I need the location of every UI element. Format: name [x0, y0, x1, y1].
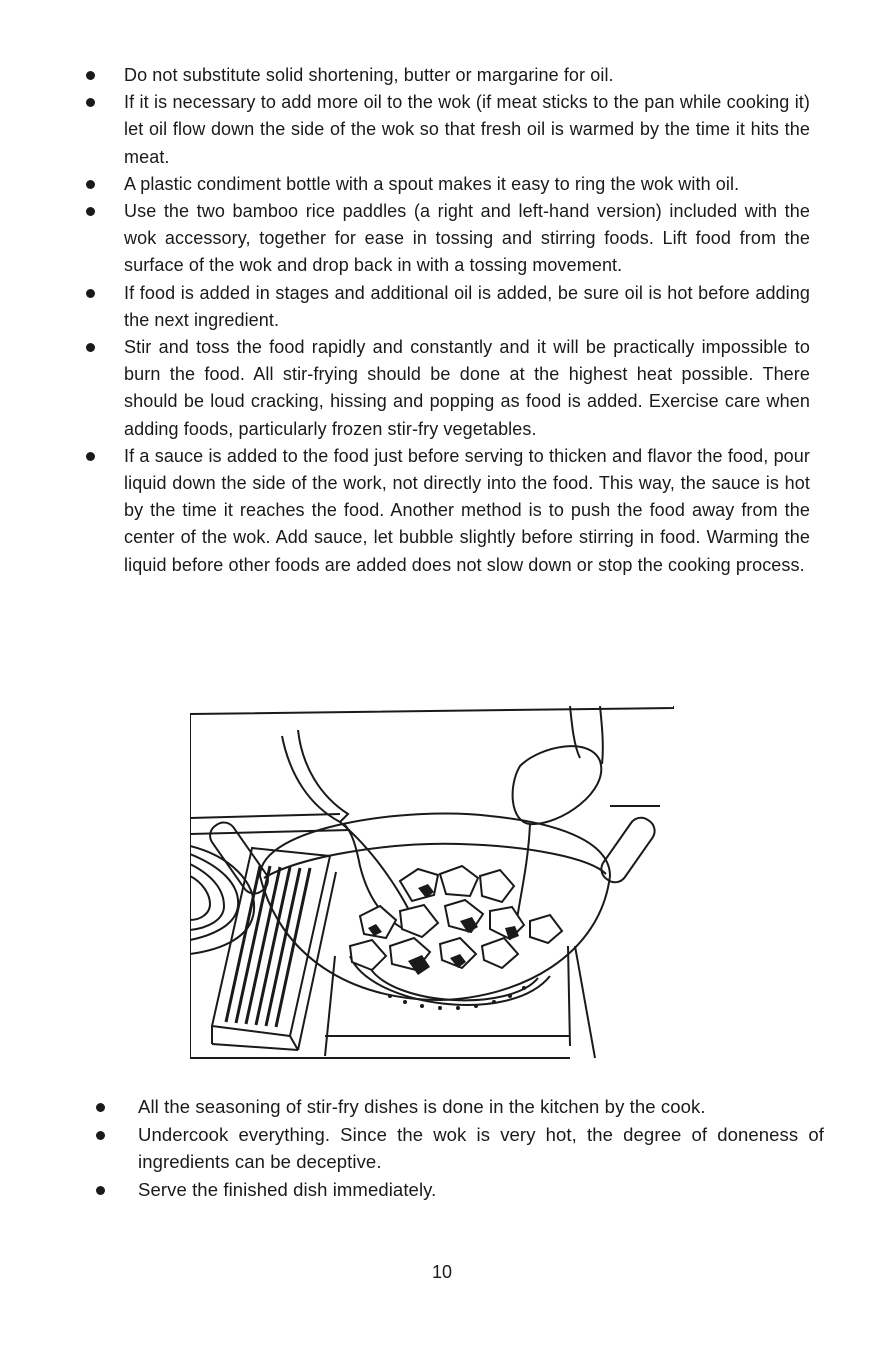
tip-text: Undercook everything. Since the wok is very hot, the degree of doneness of ingredients can be deceptive.: [138, 1123, 824, 1172]
bullet-icon: [96, 1103, 105, 1112]
tip-text: Stir and toss the food rapidly and constantly and it will be practically impossible to burn the food. All stir-frying should be done at the highest heat possible. There should be loud cracking, hissing and popping as food is added. Exercise care when adding foods, particularly frozen stir-fry vegetables.: [124, 337, 810, 439]
list-item: [86, 280, 810, 334]
bullet-icon: [86, 452, 95, 461]
list-item: [86, 62, 810, 89]
tips-list-bottom: [96, 1093, 824, 1203]
bullet-icon: [96, 1131, 105, 1140]
list-item: [96, 1176, 824, 1204]
tip-text: If a sauce is added to the food just before serving to thicken and flavor the food, pour liquid down the side of the work, not directly into the food. This way, the sauce is hot by the time it reaches the food. Another method is to push the food away from the center of the wok. Add sauce, let bubble slightly before stirring in food. Warming the liquid before other foods are added does not slow down or stop the cooking process.: [124, 445, 810, 575]
list-item: [96, 1121, 824, 1176]
tip-text: Use the two bamboo rice paddles (a right and left-hand version) included with the wok accessory, together for ease in tossing and stirring foods. Lift food from the surface of the wok and drop back in with a tossing movement.: [124, 201, 810, 276]
tip-text: All the seasoning of stir-fry dishes is done in the kitchen by the cook.: [138, 1096, 706, 1117]
tip-text: If food is added in stages and additional oil is added, be sure oil is hot before adding the next ingredient.: [124, 282, 810, 330]
bullet-icon: [86, 98, 95, 107]
bullet-icon: [96, 1186, 105, 1195]
list-item: [96, 1093, 824, 1121]
bullet-icon: [86, 71, 95, 80]
tip-text: Serve the finished dish immediately.: [138, 1178, 437, 1200]
list-item: [86, 89, 810, 171]
list-item: [86, 198, 810, 280]
list-item: [86, 171, 810, 198]
bullet-icon: [86, 289, 95, 298]
list-item: [86, 443, 810, 579]
bullet-icon: [86, 343, 95, 352]
tip-text: Do not substitute solid shortening, butter or margarine for oil.: [124, 65, 614, 85]
wok-stir-fry-illustration: [190, 706, 674, 1060]
tips-list-top: [86, 62, 810, 579]
bullet-icon: [86, 180, 95, 189]
page-number: 10: [431, 1262, 453, 1282]
list-item: [86, 334, 810, 443]
bullet-icon: [86, 207, 95, 216]
tip-text: A plastic condiment bottle with a spout makes it easy to ring the wok with oil.: [124, 173, 740, 194]
tip-text: If it is necessary to add more oil to the wok (if meat sticks to the pan while cooking it) let oil flow down the side of the wok so that fresh oil is warmed by the time it hits the meat.: [124, 92, 810, 167]
